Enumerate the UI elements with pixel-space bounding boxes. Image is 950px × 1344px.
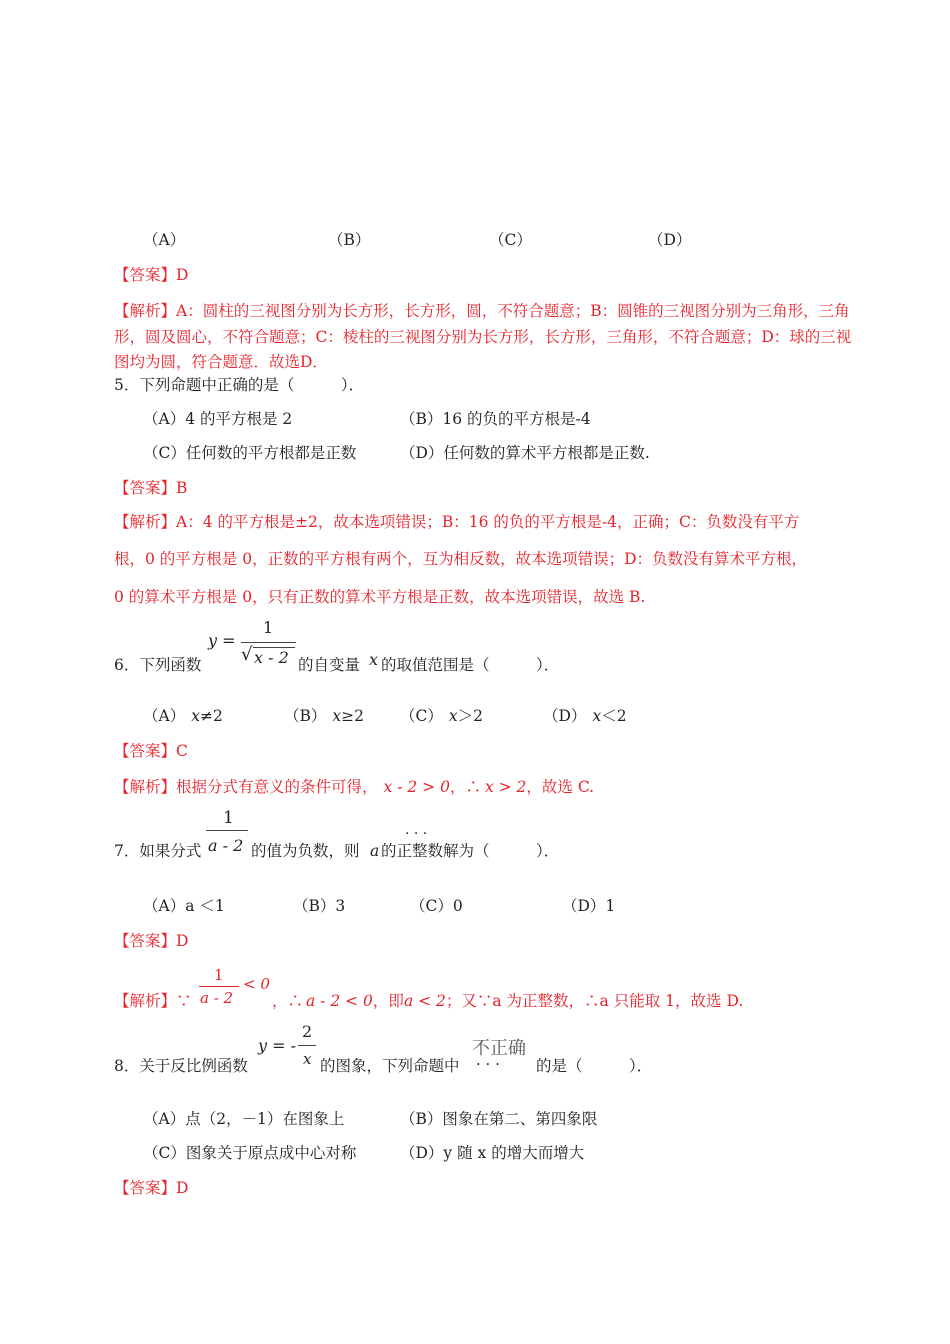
q7-emphasis-dots: · · · <box>405 826 428 842</box>
answer-tag: 【答案】 <box>114 932 177 950</box>
option-value: ≠2 <box>199 707 223 725</box>
q4-answer <box>114 264 188 286</box>
therefore-symbol: ∴ <box>465 778 481 796</box>
q6-answer <box>114 740 188 762</box>
sqrt-icon: √ <box>241 644 253 665</box>
q6-variable-x: x <box>369 650 379 669</box>
q6-analysis <box>114 776 594 798</box>
inequality-2: a < 2 <box>403 992 446 1010</box>
q6-numerator: 1 <box>263 618 274 637</box>
q4-analysis <box>114 299 854 376</box>
q8-stem-middle: 的图象，下列命题中 <box>320 1057 460 1075</box>
answer-value: D <box>176 266 189 284</box>
q7-analysis-frac-num: 1 <box>214 966 224 984</box>
q6-radicand: x - 2 <box>254 648 289 667</box>
option-value: ＞2 <box>457 707 483 725</box>
analysis-tag: 【解析】 <box>114 992 177 1010</box>
q5-analysis-line-2: 根，0 的平方根是 0，正数的平方根有两个，互为相反数，故本选项错误；D：负数没有算术平方根， <box>114 550 808 568</box>
q6-stem-suffix: 的取值范围是（ ）． <box>381 656 560 674</box>
q5-analysis-line-3: 0 的算术平方根是 0，只有正数的算术平方根是正数，故本选项错误，故选 B. <box>114 588 646 606</box>
q7-option-b: （B）3 <box>293 897 346 915</box>
ji-word: ，即 <box>372 992 404 1010</box>
option-var: x <box>332 707 342 725</box>
q6-stem-middle: 的自变量 <box>298 656 361 674</box>
answer-tag: 【答案】 <box>114 742 177 760</box>
condition-1: x - 2 > 0 <box>383 778 450 796</box>
answer-value: B <box>176 479 188 497</box>
q7-denominator: a - 2 <box>208 836 244 855</box>
comma: ， <box>449 778 466 796</box>
q4-option-c-label: （C） <box>489 231 532 249</box>
option-label: （C） <box>400 707 443 725</box>
q6-y-equals: y = <box>208 631 236 650</box>
q8-y-equals: y = - <box>258 1036 297 1055</box>
q7-fraction-line <box>206 830 248 831</box>
answer-tag: 【答案】 <box>114 479 177 497</box>
q7-option-d: （D）1 <box>562 897 616 915</box>
condition-2: x > 2 <box>484 778 527 796</box>
q8-option-d: （D）y 随 x 的增大而增大 <box>400 1144 585 1162</box>
q5-stem: 5．下列命题中正确的是（ ）． <box>114 376 365 394</box>
q7-analysis-frac-den: a - 2 <box>200 989 234 1007</box>
answer-value: D <box>176 1179 189 1197</box>
q4-option-d-label: （D） <box>648 231 692 249</box>
analysis-tag: 【解析】 <box>114 302 177 320</box>
q8-option-a: （A）点（2，－1）在图象上 <box>143 1110 345 1128</box>
q7-analysis-tag <box>114 990 192 1012</box>
option-value: ＜2 <box>601 707 627 725</box>
q6-option-b <box>284 705 364 727</box>
q6-stem-prefix: 6．下列函数 <box>114 656 202 674</box>
q8-denominator: x <box>303 1050 312 1068</box>
q5-option-b: （B）16 的负的平方根是-4 <box>400 410 591 428</box>
q8-stem-suffix: 的是（ ）． <box>536 1057 653 1075</box>
analysis-text: A：圆柱的三视图分别为长方形，长方形，圆，不符合题意；B：圆锥的三视图分别为三角形，三角形，圆及圆心，不符合题意；C：棱柱的三视图分别为长方形，长方形，三角形，不符合题意；D：球的三视图均为圆，符合题意．故选D． <box>114 302 852 371</box>
q5-option-d: （D）任何数的算术平方根都是正数. <box>400 444 650 462</box>
option-label: （A） <box>143 707 186 725</box>
q7-variable-a: a <box>370 842 380 860</box>
option-label: （B） <box>284 707 327 725</box>
q8-option-c: （C）图象关于原点成中心对称 <box>143 1144 357 1162</box>
q8-answer <box>114 1177 188 1199</box>
analysis-tag: 【解析】 <box>114 513 177 531</box>
therefore-symbol: ，∴ <box>272 992 304 1010</box>
analysis-conclusion: ；又∵a 为正整数，∴a 只能取 1，故选 D. <box>445 992 744 1010</box>
analysis-text: A：4 的平方根是±2，故本选项错误；B：16 的负的平方根是-4，正确；C：负数没有平方 <box>176 513 800 531</box>
answer-tag: 【答案】 <box>114 266 177 284</box>
q8-fraction-line <box>298 1045 316 1046</box>
option-var: x <box>592 707 602 725</box>
option-label: （D） <box>543 707 587 725</box>
q8-option-b: （B）图象在第二、第四象限 <box>400 1110 598 1128</box>
q7-option-c: （C）0 <box>410 897 463 915</box>
q6-option-c <box>400 705 483 727</box>
q6-option-d <box>543 705 627 727</box>
option-var: x <box>448 707 458 725</box>
q8-numerator: 2 <box>302 1022 313 1041</box>
analysis-tag: 【解析】 <box>114 778 177 796</box>
q4-option-b-label: （B） <box>328 231 371 249</box>
analysis-text: 根据分式有意义的条件可得， <box>176 778 378 796</box>
answer-tag: 【答案】 <box>114 1179 177 1197</box>
analysis-conclusion: ，故选 C. <box>526 778 595 796</box>
q8-stem-prefix: 8．关于反比例函数 <box>114 1057 248 1075</box>
q8-emphasis-word: 不正确 <box>472 1038 526 1059</box>
q7-analysis-rest <box>272 990 743 1012</box>
q7-analysis-fraction-line <box>199 986 239 987</box>
q8-emphasis-dots: · · · <box>476 1055 500 1073</box>
answer-value: C <box>176 742 188 760</box>
q7-stem-middle: 的值为负数，则 <box>251 842 360 860</box>
because-symbol: ∵ <box>176 992 192 1010</box>
q4-option-a-label: （A） <box>143 231 186 249</box>
inequality-1: a - 2 < 0 <box>306 992 373 1010</box>
answer-value: D <box>176 932 189 950</box>
q6-option-a <box>143 705 223 727</box>
q7-answer <box>114 930 188 952</box>
q5-option-a: （A）4 的平方根是 2 <box>143 410 293 428</box>
option-var: x <box>191 707 200 725</box>
q5-analysis-line-1 <box>114 511 799 533</box>
q7-stem-suffix: 的正整数解为（ ）． <box>381 842 560 860</box>
q5-answer <box>114 477 187 499</box>
q7-option-a: （A）a ＜1 <box>143 897 225 915</box>
q7-analysis-lt0: < 0 <box>243 975 270 993</box>
option-value: ≥2 <box>341 707 364 725</box>
q5-option-c: （C）任何数的平方根都是正数 <box>143 444 357 462</box>
q7-stem-prefix: 7．如果分式 <box>114 842 202 860</box>
q7-numerator: 1 <box>223 808 234 828</box>
